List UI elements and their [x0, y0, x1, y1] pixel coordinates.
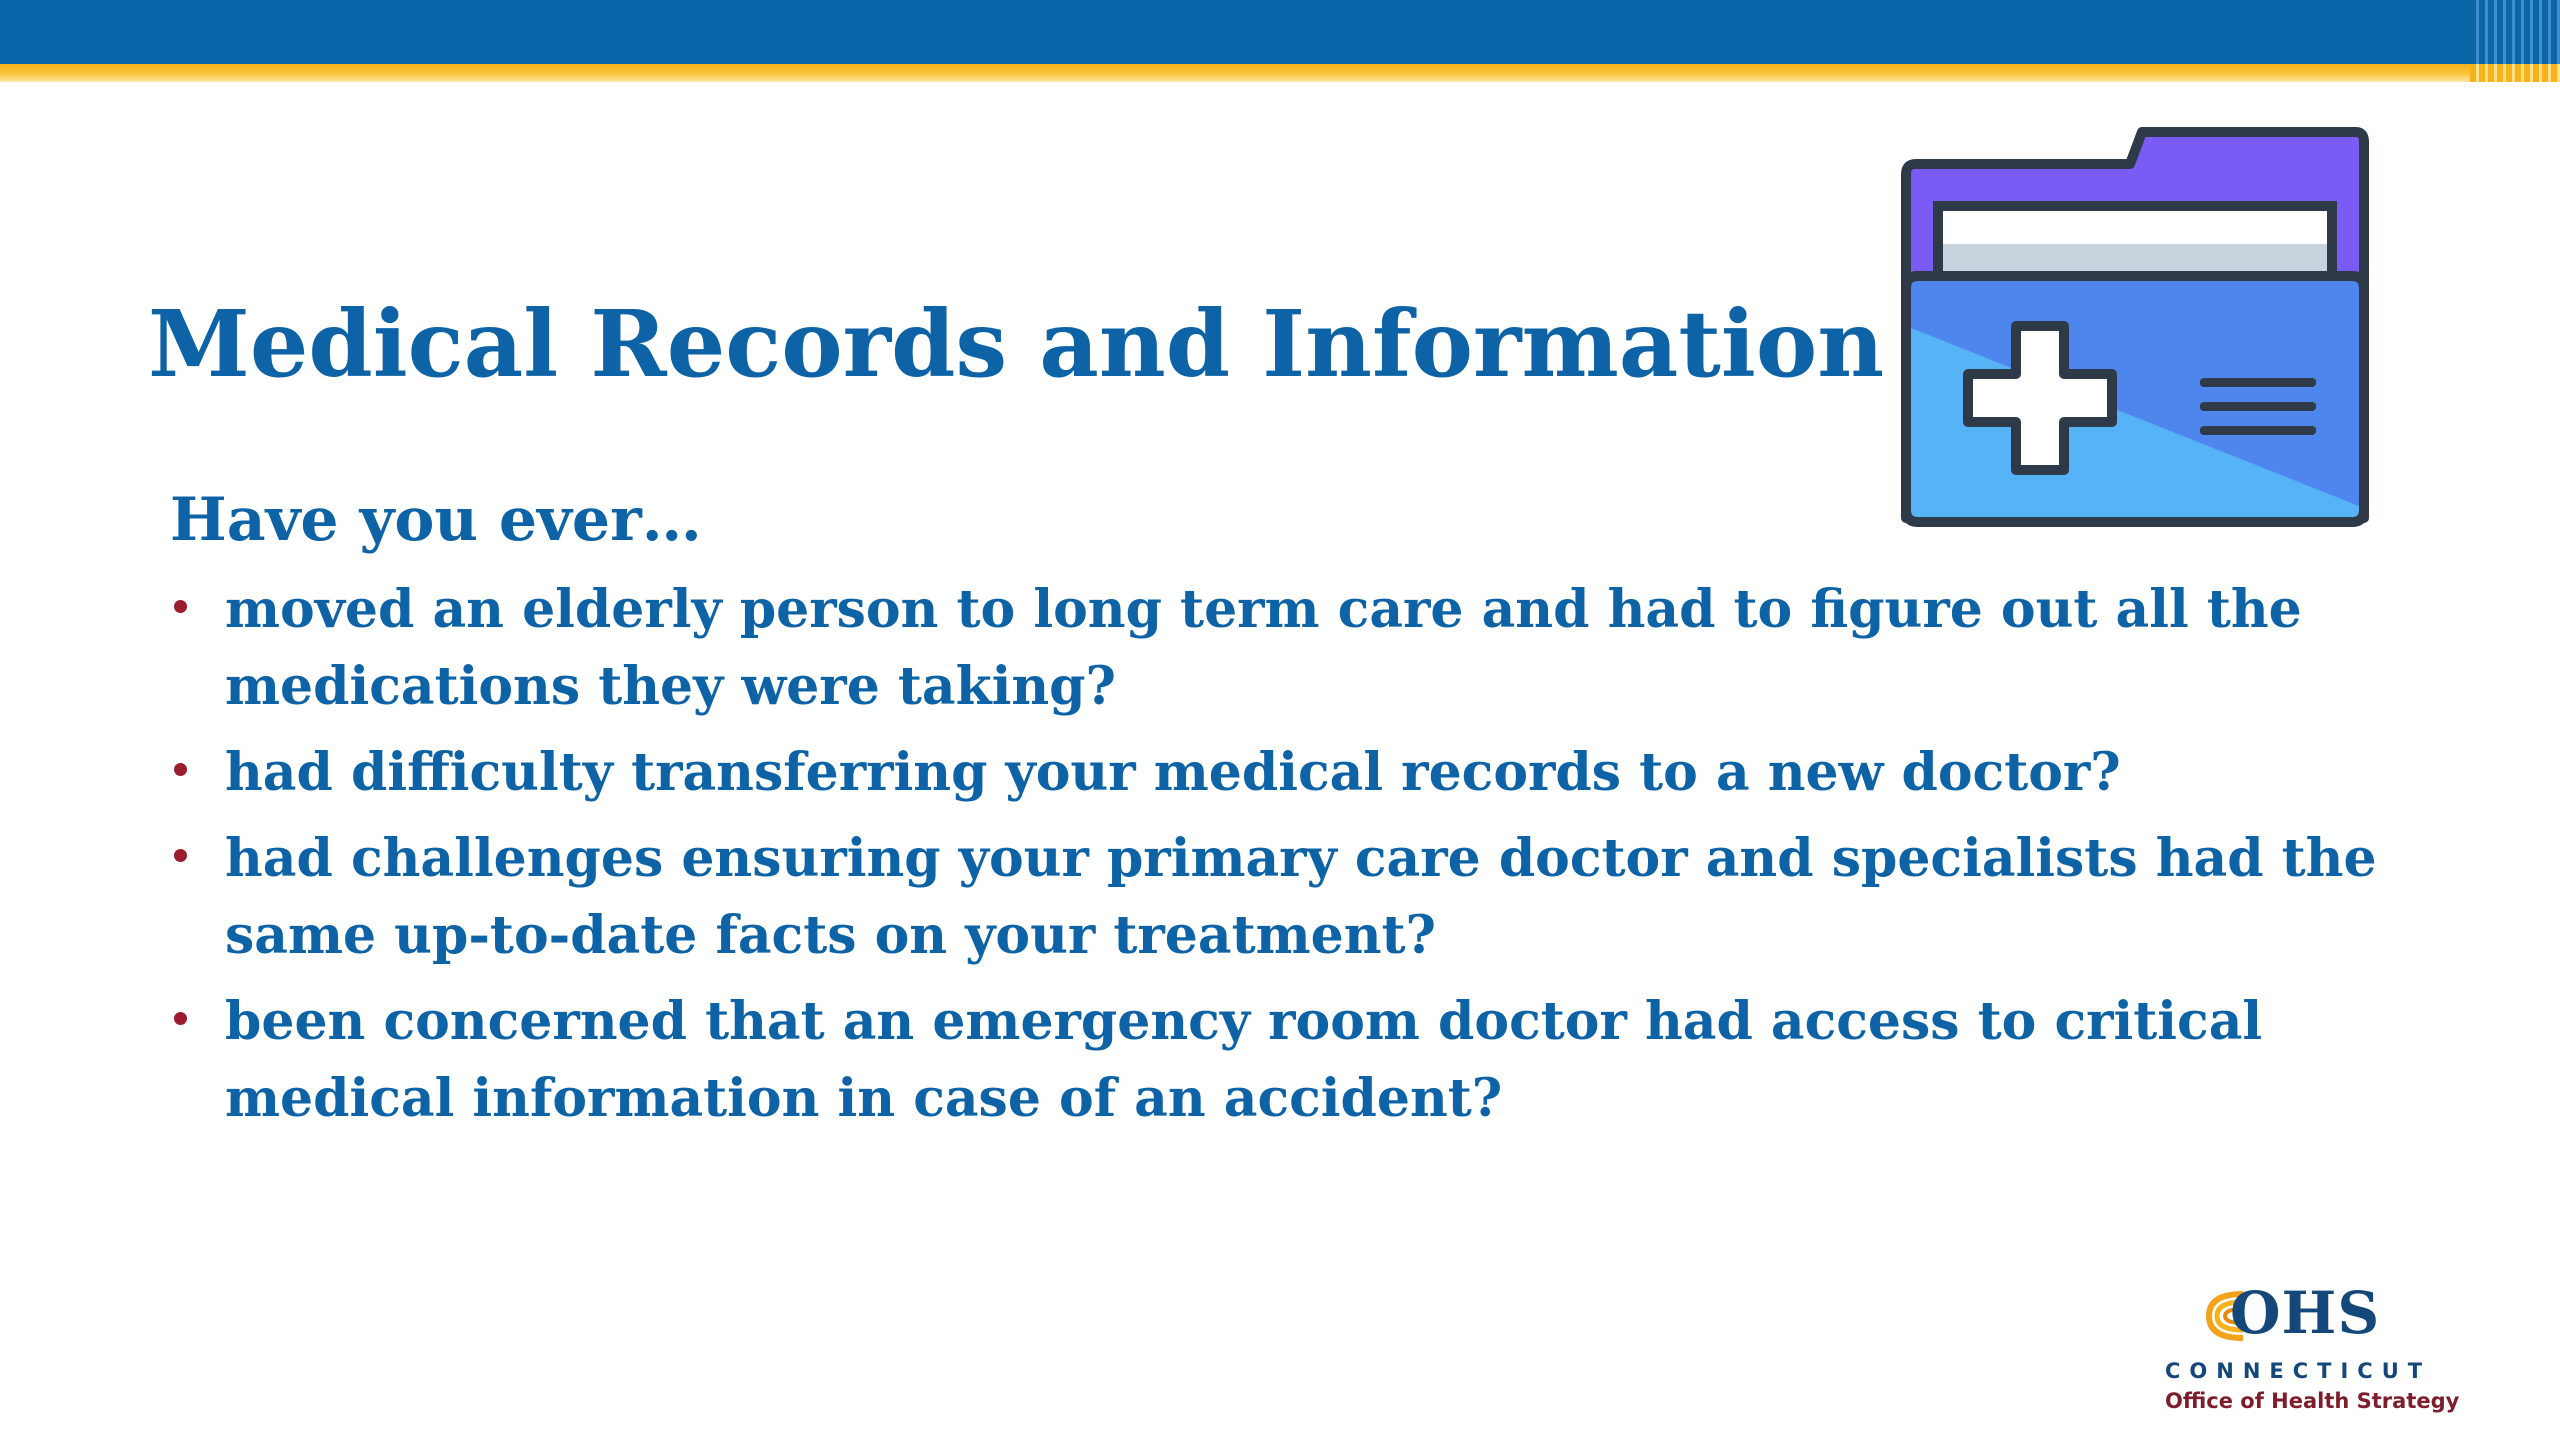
- bullet-list: [170, 571, 2390, 1137]
- bullet-icon: [174, 1012, 187, 1025]
- intro-text: Have you ever…: [170, 485, 702, 555]
- header-bar-stripes: [2470, 0, 2560, 64]
- bullet-icon: [174, 600, 187, 613]
- bullet-item: [170, 734, 2390, 811]
- logo-abbreviation: OHS: [2230, 1279, 2381, 1347]
- ohs-logo: [2150, 1279, 2460, 1425]
- bullet-item: [170, 820, 2390, 974]
- bullet-item: [170, 983, 2390, 1137]
- header-accent-stripes: [2470, 64, 2560, 82]
- header-accent-bar: [0, 64, 2560, 82]
- bullet-text: been concerned that an emergency room doctor had access to critical medical information in case of an accident?: [225, 991, 2263, 1129]
- medical-folder-icon: [1900, 126, 2370, 530]
- slide-body: [170, 485, 2390, 1146]
- logo-organization: Office of Health Strategy: [2165, 1389, 2460, 1413]
- bullet-icon: [174, 849, 187, 862]
- bullet-text: had challenges ensuring your primary care doctor and specialists had the same up-to-date facts on your treatment?: [225, 828, 2377, 966]
- bullet-item: [170, 571, 2390, 725]
- slide-title: Medical Records and Information: [148, 290, 1885, 398]
- bullet-text: had difficulty transferring your medical records to a new doctor?: [225, 742, 2121, 803]
- bullet-text: moved an elderly person to long term care and had to figure out all the medications they were taking?: [225, 579, 2302, 717]
- header-bar: [0, 0, 2560, 64]
- bullet-icon: [174, 763, 187, 776]
- logo-state: CONNECTICUT: [2165, 1359, 2432, 1383]
